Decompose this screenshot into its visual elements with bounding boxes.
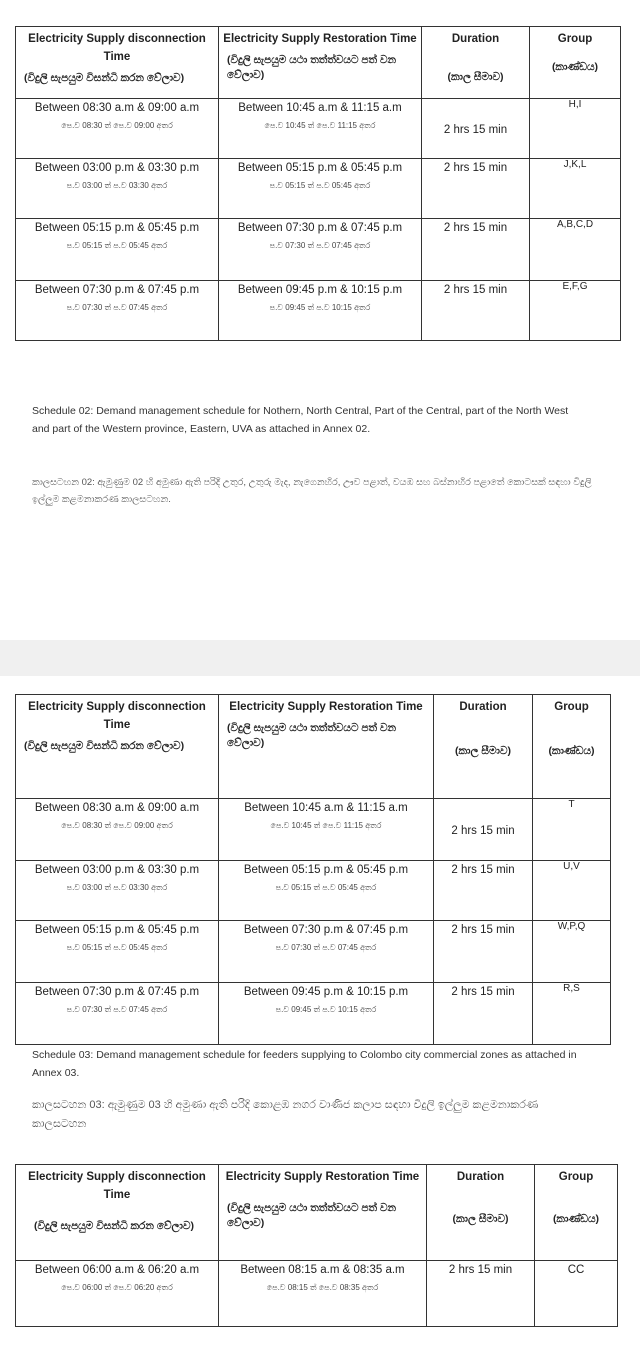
duration-cell: 2 hrs 15 min [434,983,533,1045]
restoration-cell: Between 10:45 a.m & 11:15 a.m පෙ.ව 10:45 ත් පෙ.ව 11:15 අතර [219,799,434,861]
document-page-1 [0,0,640,640]
header-restoration: Electricity Supply Restoration Time (විදුලි සැපයුම යථා තත්ත්වයට පත් වන වේලාව) [219,695,434,799]
header-duration: Duration (කාල සීමාව) [427,1165,535,1261]
duration-cell: 2 hrs 15 min [434,921,533,983]
group-cell: E,F,G [530,281,621,341]
duration-cell: 2 hrs 15 min [427,1261,535,1327]
header-duration: Duration (කාල සීමාව) [434,695,533,799]
table-row [16,219,621,281]
disconnection-cell: Between 07:30 p.m & 07:45 p.m ප.ව 07:30 ත් ප.ව 07:45 අතර [16,983,219,1045]
header-group: Group (කාණ්ඩය) [530,27,621,99]
disconnection-cell: Between 05:15 p.m & 05:45 p.m ප.ව 05:15 ත් ප.ව 05:45 අතර [16,921,219,983]
restoration-cell: Between 07:30 p.m & 07:45 p.m ප.ව 07:30 ත් ප.ව 07:45 අතර [219,219,422,281]
duration-cell: 2 hrs 15 min [422,99,530,159]
restoration-cell: Between 09:45 p.m & 10:15 p.m ප.ව 09:45 ත් ප.ව 10:15 අතර [219,983,434,1045]
table-header-row [16,1165,618,1261]
table-row [16,281,621,341]
duration-cell: 2 hrs 15 min [434,861,533,921]
schedule-table-1 [15,26,621,341]
header-group: Group (කාණ්ඩය) [533,695,611,799]
duration-cell: 2 hrs 15 min [434,799,533,861]
schedule-03-text: Schedule 03: Demand management schedule for feeders supplying to Colombo city commercial zones as attached in Annex 03. [32,1049,577,1079]
group-cell: T [533,799,611,861]
restoration-cell: Between 05:15 p.m & 05:45 p.m ප.ව 05:15 ත් ප.ව 05:45 අතර [219,159,422,219]
table-row [16,1261,618,1327]
disconnection-cell: Between 08:30 a.m & 09:00 a.m පෙ.ව 08:30 ත් පෙ.ව 09:00 අතර [16,799,219,861]
header-group: Group (කාණ්ඩය) [535,1165,618,1261]
header-restoration: Electricity Supply Restoration Time (විදුලි සැපයුම යථා තත්ත්වයට පත් වන වේලාව) [219,27,422,99]
schedule-table-3 [15,1164,618,1327]
header-restoration: Electricity Supply Restoration Time (විදුලි සැපයුම යථා තත්ත්වයට පත් වන වේලාව) [219,1165,427,1261]
duration-cell: 2 hrs 15 min [422,219,530,281]
table-row [16,799,611,861]
group-cell: H,I [530,99,621,159]
disconnection-cell: Between 07:30 p.m & 07:45 p.m ප.ව 07:30 ත් ප.ව 07:45 අතර [16,281,219,341]
group-cell: A,B,C,D [530,219,621,281]
group-cell: R,S [533,983,611,1045]
header-disconnection: Electricity Supply disconnection Time (විදුලි සැපයුම විසන්ධි කරන වේලාව) [16,1165,219,1261]
disconnection-cell: Between 03:00 p.m & 03:30 p.m ප.ව 03:00 ත් ප.ව 03:30 අතර [16,861,219,921]
restoration-cell: Between 05:15 p.m & 05:45 p.m ප.ව 05:15 ත් ප.ව 05:45 අතර [219,861,434,921]
disconnection-cell: Between 06:00 a.m & 06:20 a.m පෙ.ව 06:00 ත් පෙ.ව 06:20 අතර [16,1261,219,1327]
restoration-cell: Between 10:45 a.m & 11:15 a.m පෙ.ව 10:45 ත් පෙ.ව 11:15 අතර [219,99,422,159]
table-row [16,159,621,219]
table-row [16,983,611,1045]
group-cell: U,V [533,861,611,921]
group-cell: W,P,Q [533,921,611,983]
schedule-02-text-sinhala: කාලසටහන 02: ඇමුණුම 02 හි අමුණා ඇති පරිදි උතුර, උතුරු මැද, නැගෙනහිර, ඌව පළාත්, වයඹ සහ බස්නාහිර පළාතේ කොටසක් සඳහා විදුලි ඉල්ලුම කළමනාකරණ කාලසටහන. [32,477,592,505]
page-separator [0,640,640,676]
disconnection-cell: Between 08:30 a.m & 09:00 a.m පෙ.ව 08:30 ත් පෙ.ව 09:00 අතර [16,99,219,159]
header-disconnection: Electricity Supply disconnection Time (විදුලි සැපයුම විසන්ධි කරන වේලාව) [16,695,219,799]
disconnection-cell: Between 05:15 p.m & 05:45 p.m ප.ව 05:15 ත් ප.ව 05:45 අතර [16,219,219,281]
restoration-cell: Between 07:30 p.m & 07:45 p.m ප.ව 07:30 ත් ප.ව 07:45 අතර [219,921,434,983]
header-disconnection: Electricity Supply disconnection Time (විදුලි සැපයුම විසන්ධි කරන වේලාව) [16,27,219,99]
table-row [16,99,621,159]
table-header-row [16,27,621,99]
duration-cell: 2 hrs 15 min [422,159,530,219]
duration-cell: 2 hrs 15 min [422,281,530,341]
group-cell: CC [535,1261,618,1327]
table-row [16,921,611,983]
disconnection-cell: Between 03:00 p.m & 03:30 p.m ප.ව 03:00 ත් ප.ව 03:30 අතර [16,159,219,219]
schedule-03-text-sinhala: කාලසටහන 03: ඇමුණුම 03 හි අමුණා ඇති පරිදි කොළඹ නගර වාණිජ කලාප සඳහා විදුලි ඉල්ලුම කළමනාකරණ කාලසටහන [32,1099,539,1130]
table-row [16,861,611,921]
schedule-table-2 [15,694,611,1045]
restoration-cell: Between 08:15 a.m & 08:35 a.m පෙ.ව 08:15 ත් පෙ.ව 08:35 අතර [219,1261,427,1327]
group-cell: J,K,L [530,159,621,219]
schedule-02-text: Schedule 02: Demand management schedule for Nothern, North Central, Part of the Central, part of the North West and part of the Western province, Eastern, UVA as attached in Annex 02. [32,405,569,435]
document-page-2 [0,676,640,1345]
table-header-row [16,695,611,799]
restoration-cell: Between 09:45 p.m & 10:15 p.m ප.ව 09:45 ත් ප.ව 10:15 අතර [219,281,422,341]
header-duration: Duration (කාල සීමාව) [422,27,530,99]
